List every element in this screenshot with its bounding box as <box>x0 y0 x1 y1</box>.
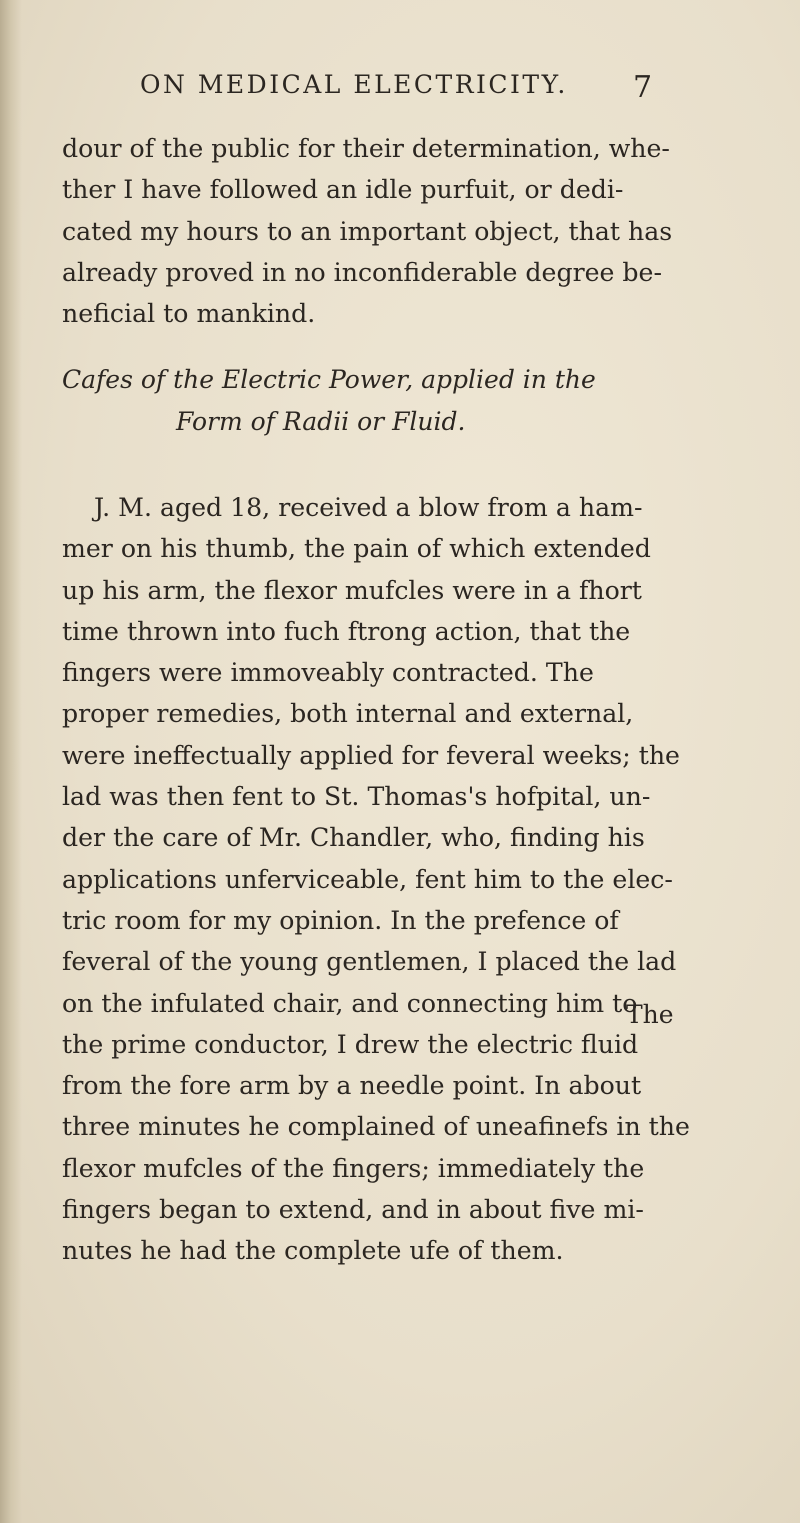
text-line: nutes he had the complete ufe of them. <box>62 1236 564 1266</box>
text-line: flexor mufcles of the fingers; immediately the <box>62 1153 645 1183</box>
text-line: fingers were immoveably contracted. The <box>62 658 594 688</box>
text-line: three minutes he complained of uneafinefs in the <box>62 1112 690 1142</box>
text-line: time thrown into fuch ftrong action, that the <box>62 616 631 646</box>
section-heading-line-2: Form of Radii or Fluid. <box>176 407 466 436</box>
text-line: neficial to mankind. <box>62 299 316 329</box>
text-line: applications unferviceable, fent him to the elec- <box>62 864 673 894</box>
text-line: from the fore arm by a needle point. In about <box>62 1071 642 1101</box>
text-line: dour of the public for their determination, whe- <box>62 134 670 163</box>
paragraph-2 <box>62 487 690 1272</box>
text-line: ther I have followed an idle purfuit, or dedi- <box>62 175 624 205</box>
text-line: cated my hours to an important object, that has <box>62 216 673 246</box>
text-line: mer on his thumb, the pain of which extended <box>62 534 651 564</box>
text-line: J. M. aged 18, received a blow from a ham- <box>94 493 643 522</box>
text-line: up his arm, the flexor mufcles were in a fhort <box>62 575 642 605</box>
text-line: der the care of Mr. Chandler, who, finding his <box>62 823 645 853</box>
page-number: 7 <box>633 70 655 105</box>
text-line: were ineffectually applied for feveral weeks; the <box>62 740 680 770</box>
text-line: fingers began to extend, and in about five mi- <box>62 1195 644 1225</box>
text-line: feveral of the young gentlemen, I placed the lad <box>62 947 677 977</box>
text-line: lad was then fent to St. Thomas's hofpital, un- <box>62 782 651 812</box>
text-line: the prime conductor, I drew the electric fluid <box>62 1029 639 1059</box>
text-line: already proved in no inconfiderable degree be- <box>62 257 662 287</box>
section-heading-line-1: Cafes of the Electric Power, applied in the <box>62 365 596 394</box>
paragraph-1 <box>62 128 752 334</box>
text-line: on the infulated chair, and connecting him to <box>62 988 638 1018</box>
text-line: proper remedies, both internal and external, <box>62 699 634 729</box>
text-line: tric room for my opinion. In the prefence of <box>62 905 619 935</box>
catchword: The <box>626 1000 674 1029</box>
page-gutter-shadow <box>0 0 22 1523</box>
running-title: ON MEDICAL ELECTRICITY. <box>140 70 568 99</box>
